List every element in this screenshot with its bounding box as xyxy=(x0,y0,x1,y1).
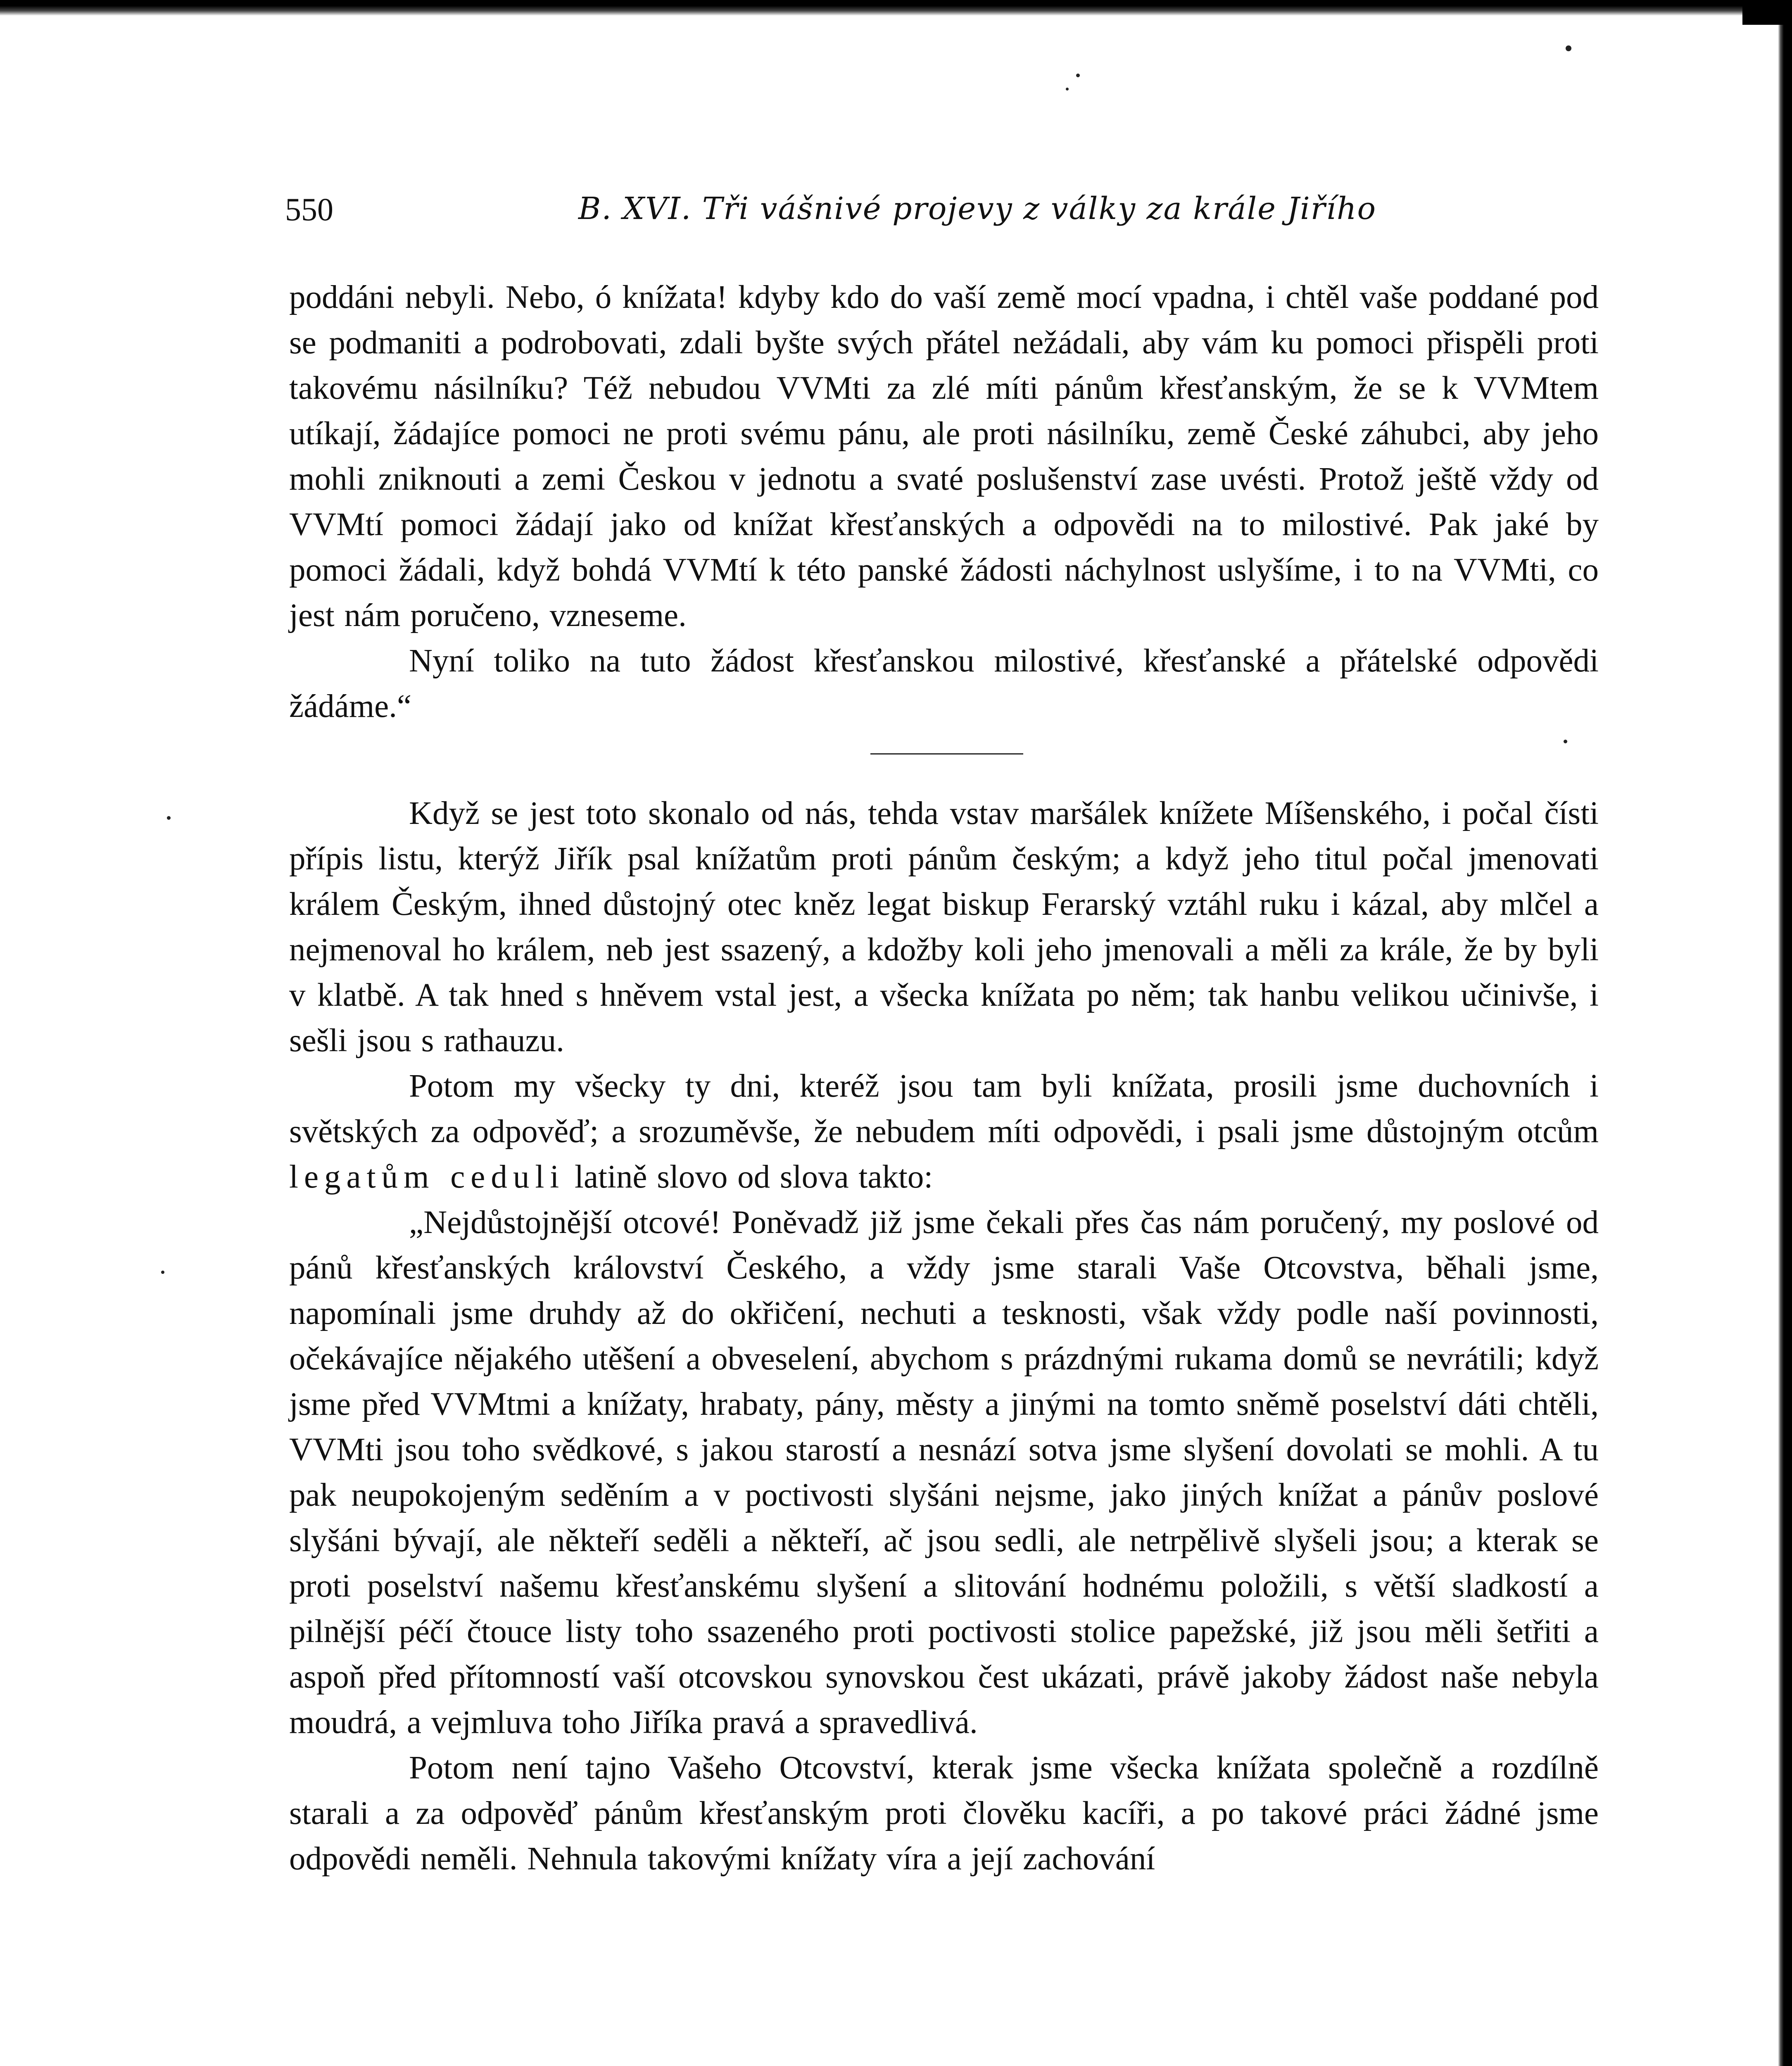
scan-corner xyxy=(1742,0,1792,25)
scan-speck xyxy=(161,1271,164,1274)
scan-border-top xyxy=(0,0,1792,16)
paragraph: Potom není tajno Vašeho Otcovství, kterak jsme všecka knížata společně a rozdílně starali a za odpověď pánům křesťanským proti člověku kacíři, a po takové práci žádné jsme odpovědi neměli. Nehnula takovými knížaty víra a její zachování xyxy=(289,1750,1599,1877)
paragraph: Nyní toliko na tuto žádost křesťanskou milostivé, křesťanské a přátelské odpovědi žádáme.“ xyxy=(289,643,1599,724)
body-text xyxy=(289,275,1599,1882)
paragraph: poddáni nebyli. Nebo, ó knížata! kdyby kdo do vaší země mocí vpadna, i chtěl vaše poddané pod se podmaniti a podrobovati, zdali byšte svých přátel nežádali, aby vám ku pomoci přispěli proti takovému násilníku? Též nebudou VVMti za zlé míti pánům křesťanským, že se k VVMtem utíkají, žádajíce pomoci ne proti svému pánu, ale proti násilníku, země České záhubci, aby jeho mohli zniknouti a zemi Českou v jednotu a svaté poslušenství zase uvésti. Protož ještě vždy od VVMtí pomoci žádají jako od knížat křesťanských a odpovědi na to milostivé. Pak jaké by pomoci žádali, když bohdá VVMtí k této panské žádosti náchylnost uslyšíme, i to na VVMti, co jest nám poručeno, vzneseme. xyxy=(289,279,1599,633)
scan-speck xyxy=(1066,88,1069,90)
book-page xyxy=(285,182,1599,1882)
scan-speck xyxy=(167,816,171,820)
paragraph xyxy=(289,1064,1599,1200)
paragraph-text: Potom my všecky ty dni, kteréž jsou tam byli knížata, prosili jsme duchovních i světských za odpověď; a srozuměvše, že nebudem míti odpovědi, i psali jsme důstojným otcům xyxy=(289,1068,1599,1150)
page-number: 550 xyxy=(285,191,333,227)
paragraph: Když se jest toto skonalo od nás, tehda vstav maršálek knížete Míšenského, i počal čísti přípis listu, kterýž Jiřík psal knížatům proti pánům českým; a když jeho titul počal jmenovati králem Českým, ihned důstojný otec kněz legat biskup Ferarský vztáhl ruku i kázal, aby mlčel a nejmenoval ho králem, neb jest ssazený, a kdožby koli jeho jmenovali a měli za krále, že by byli v klatbě. A tak hned s hněvem vstal jest, a všecka knížata po něm; tak hanbu velikou učinivše, i sešli jsou s rathauzu. xyxy=(289,795,1599,1059)
section-divider xyxy=(870,753,1023,755)
paragraph-text: latině slovo od slova takto: xyxy=(575,1159,933,1195)
paragraph: „Nejdůstojnější otcové! Poněvadž již jsme čekali přes čas nám poručený, my poslové od pánů křesťanských království Českého, a vždy jsme starali Vaše Otcovstva, běhali jsme, napomínali jsme druhdy až do okřičení, nechuti a tesknosti, však vždy podle naší povinnosti, očekávajíce nějakého utěšení a obveselení, abychom s prázdnými rukama domů se nevrátili; když jsme před VVMtmi a knížaty, hrabaty, pány, městy a jinými na tomto sněmě poselství dáti chtěli, VVMti jsou toho svědkové, s jakou starostí a nesnází sotva jsme slyšení dovolati se mohli. A tu pak neupokojeným seděním a v poctivosti slyšáni nejsme, jako jiných knížat a pánův poslové slyšáni bývají, ale někteří seděli a někteří, ač jsou sedli, ale netrpělivě slyšeli jsou; a kterak se proti poselství našemu křesťanskému slyšení a slitování hodnému položili, s větší sladkostí a pilnější péčí čtouce listy toho ssazeného proti poctivosti stolice papežské, již jsou měli šetřiti a aspoň před přítomností vaší otcovskou synovskou čest ukázati, právě jakoby žádost naše nebyla moudrá, a vejmluva toho Jiříka pravá a spravedlivá. xyxy=(289,1204,1599,1740)
running-title: B. XVI. Tři vášnivé projevy z války za krále Jiřího xyxy=(578,191,1377,226)
scan-speck xyxy=(1076,74,1080,77)
running-head xyxy=(285,182,1599,227)
scan-border-right xyxy=(1778,0,1792,2066)
scan-speck xyxy=(1566,45,1571,51)
spaced-emphasis: legatům ceduli xyxy=(289,1159,565,1195)
